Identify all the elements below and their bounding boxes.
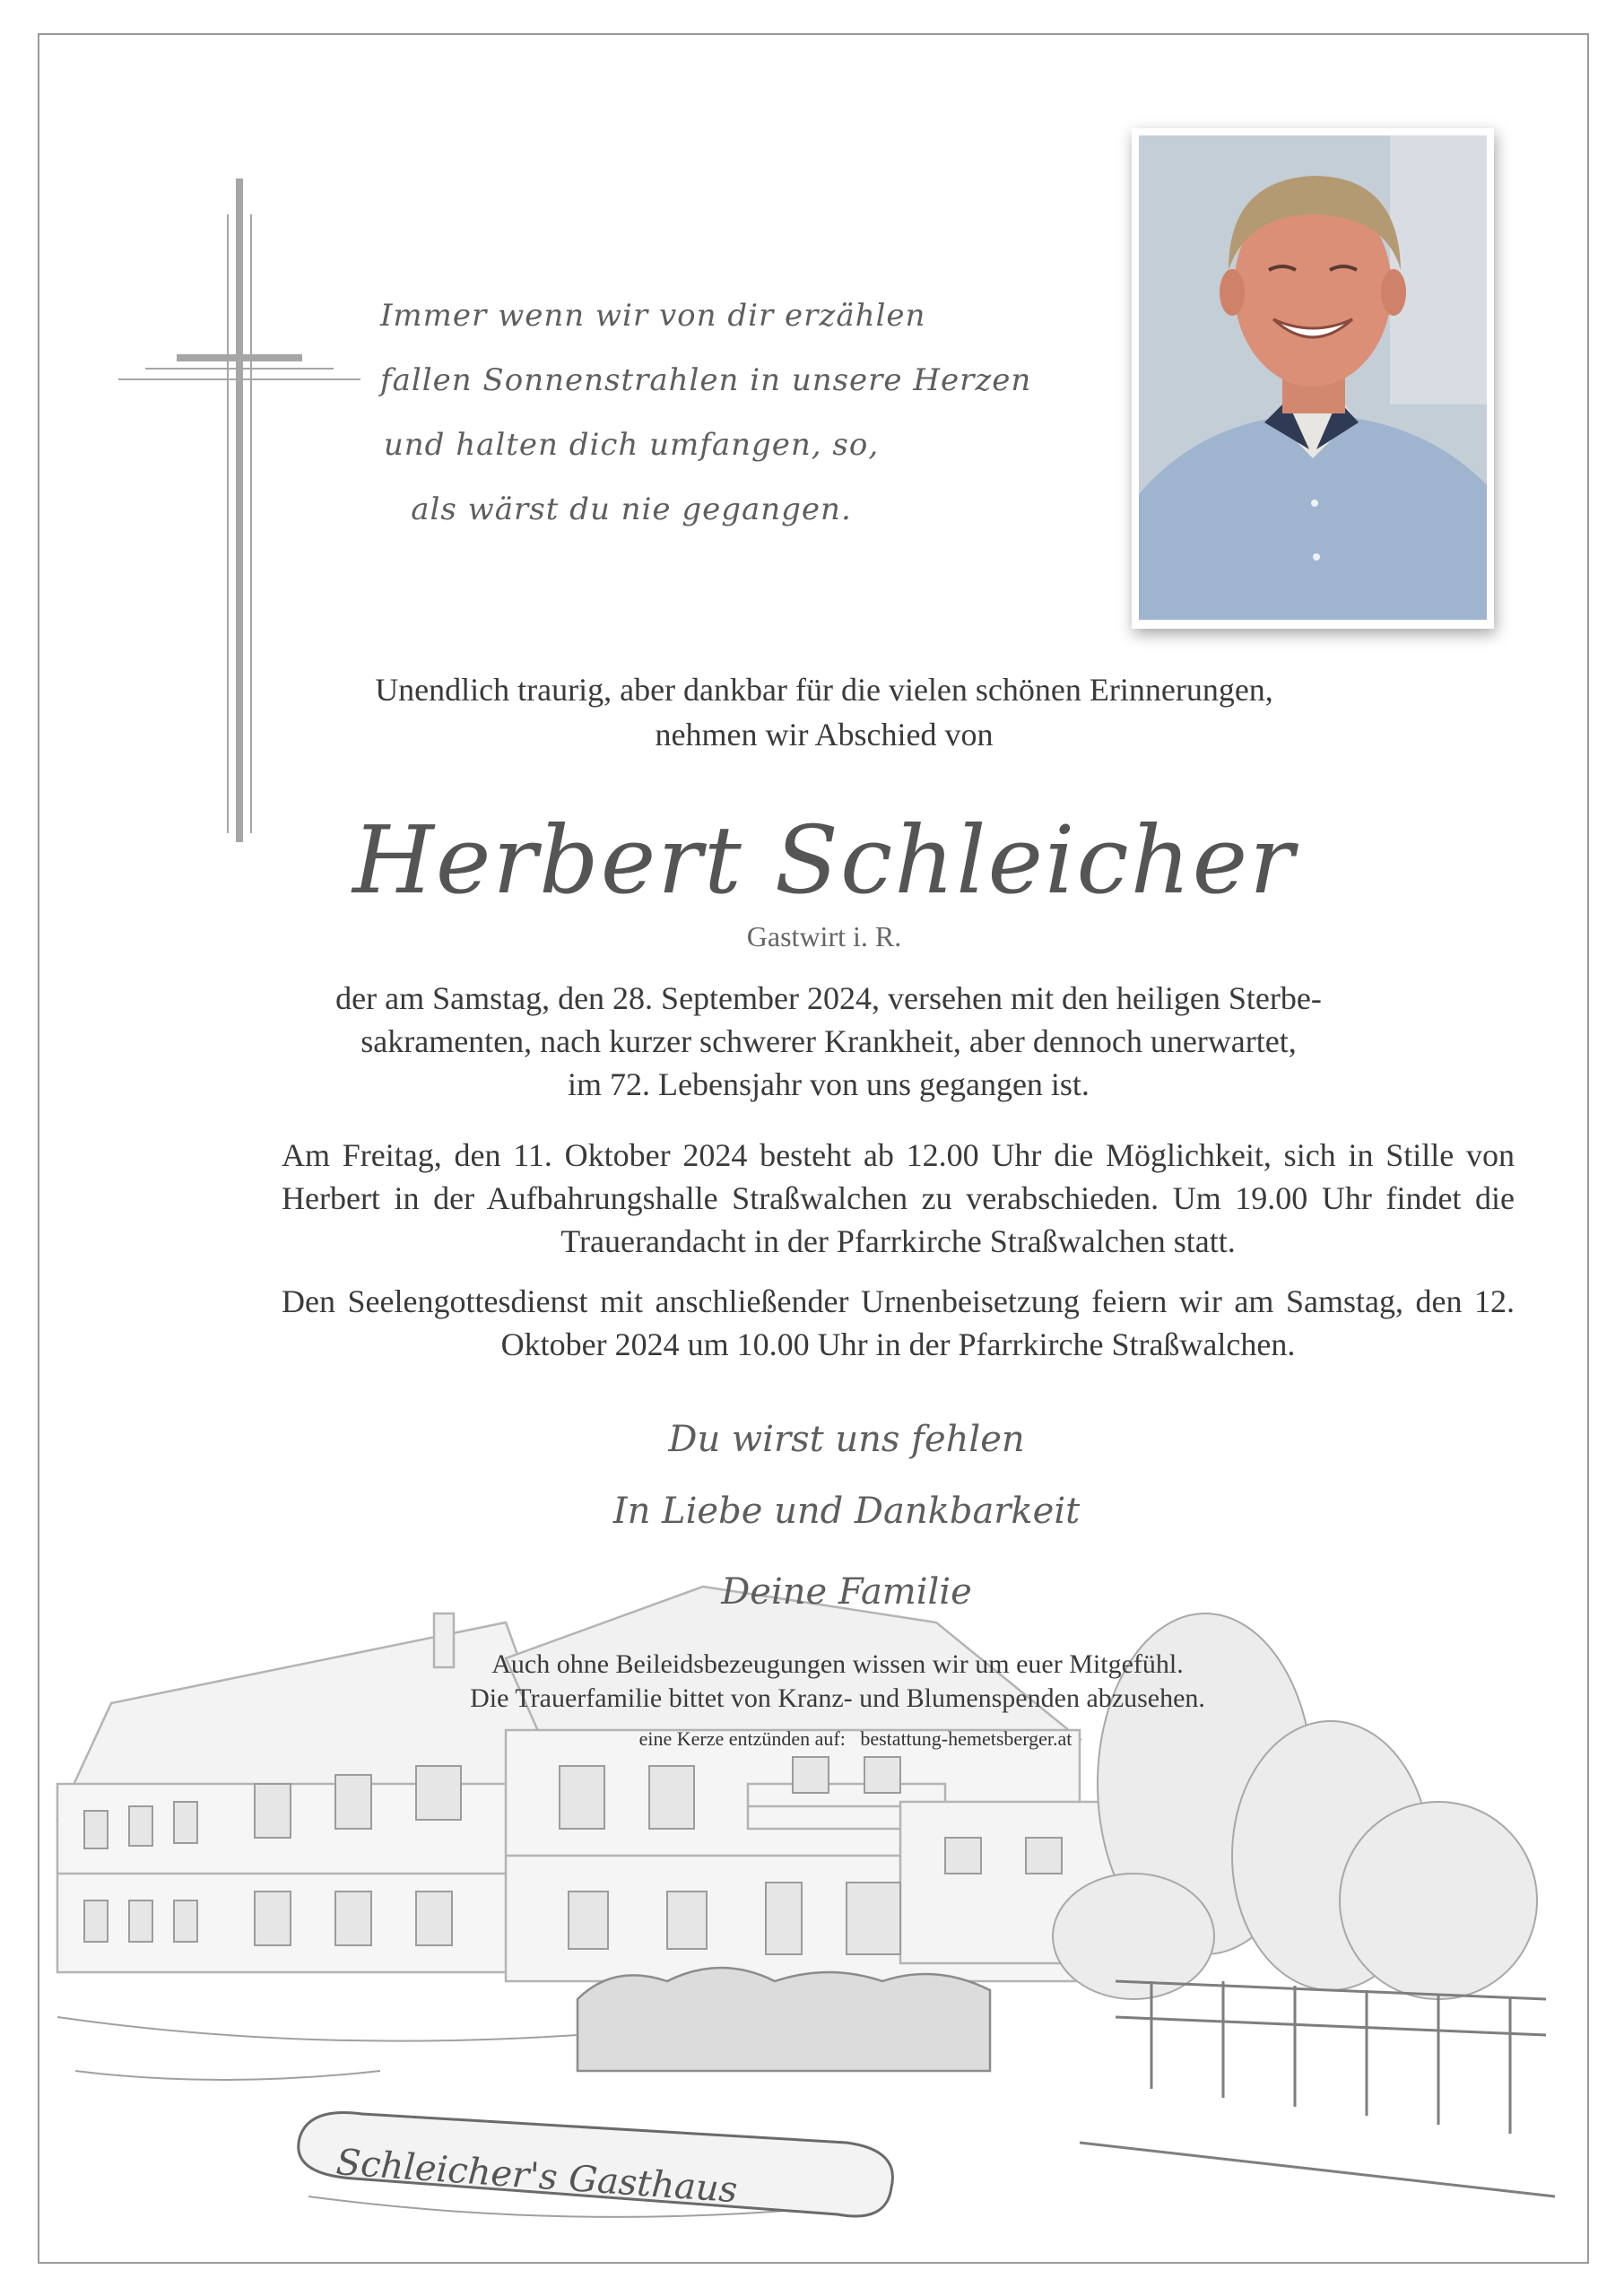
intro-text <box>308 667 1340 757</box>
funeral-paragraph: Den Seelengottesdienst mit anschließender Urnenbeisetzung feiern wir am Samstag, den 12. Oktober 2024 um 10.00 Uhr in der Pfarrkirche Straßwalchen. <box>282 1283 1515 1362</box>
deceased-title: Gastwirt i. R. <box>746 920 902 952</box>
motto-poem <box>380 283 1032 542</box>
family-signature: Deine Familie <box>721 1571 972 1613</box>
motto-line: fallen Sonnenstrahlen in unsere Herzen <box>380 362 1032 398</box>
note-line: Die Trauerfamilie bittet von Kranz- und Blumenspenden abzusehen. <box>470 1683 1205 1713</box>
intro-line: nehmen wir Abschied von <box>655 717 994 752</box>
motto-line: Immer wenn wir von dir erzählen <box>380 298 926 334</box>
motto-line: und halten dich umfangen, so, <box>383 427 880 463</box>
motto-line: als wärst du nie gegangen. <box>411 491 852 527</box>
note-line: Auch ohne Beileidsbezeugungen wissen wir um euer Mitgefühl. <box>491 1649 1184 1679</box>
portrait-photo <box>1139 135 1487 620</box>
paragraph-line: im 72. Lebensjahr von uns gegangen ist. <box>568 1066 1090 1102</box>
closing-line-2: In Liebe und Dankbarkeit <box>612 1491 1081 1532</box>
candle-line <box>542 1726 1169 1752</box>
death-notice-paragraph <box>246 977 1411 1106</box>
gasthaus-sketch <box>39 1515 1587 2262</box>
deceased-name: Herbert Schleicher <box>352 805 1296 915</box>
intro-line: Unendlich traurig, aber dankbar für die vielen schönen Erinnerungen, <box>375 672 1273 708</box>
candle-link[interactable]: bestattung-hemetsberger.at <box>860 1727 1073 1750</box>
banner-text: Schleicher's Gasthaus <box>334 2142 739 2212</box>
paragraph-line: sakramenten, nach kurzer schwerer Krankheit, aber dennoch unerwartet, <box>360 1023 1297 1059</box>
paragraph-line: der am Samstag, den 28. September 2024, versehen mit den heiligen Sterbe- <box>335 980 1322 1016</box>
closing-line-1: Du wirst uns fehlen <box>668 1419 1025 1460</box>
viewing-paragraph: Am Freitag, den 11. Oktober 2024 besteht ab 12.00 Uhr die Möglichkeit, sich in Stille von Herbert in der Aufbahrungshalle Straßwalchen zu verabschieden. Um 19.00 Uhr findet die Trauerandacht in der Pfarrkirche Straßwalchen statt. <box>282 1137 1515 1259</box>
portrait-frame <box>1132 128 1494 629</box>
candle-label: eine Kerze entzünden auf: <box>638 1727 846 1750</box>
obituary-card <box>38 33 1589 2264</box>
condolence-note <box>362 1648 1313 1716</box>
